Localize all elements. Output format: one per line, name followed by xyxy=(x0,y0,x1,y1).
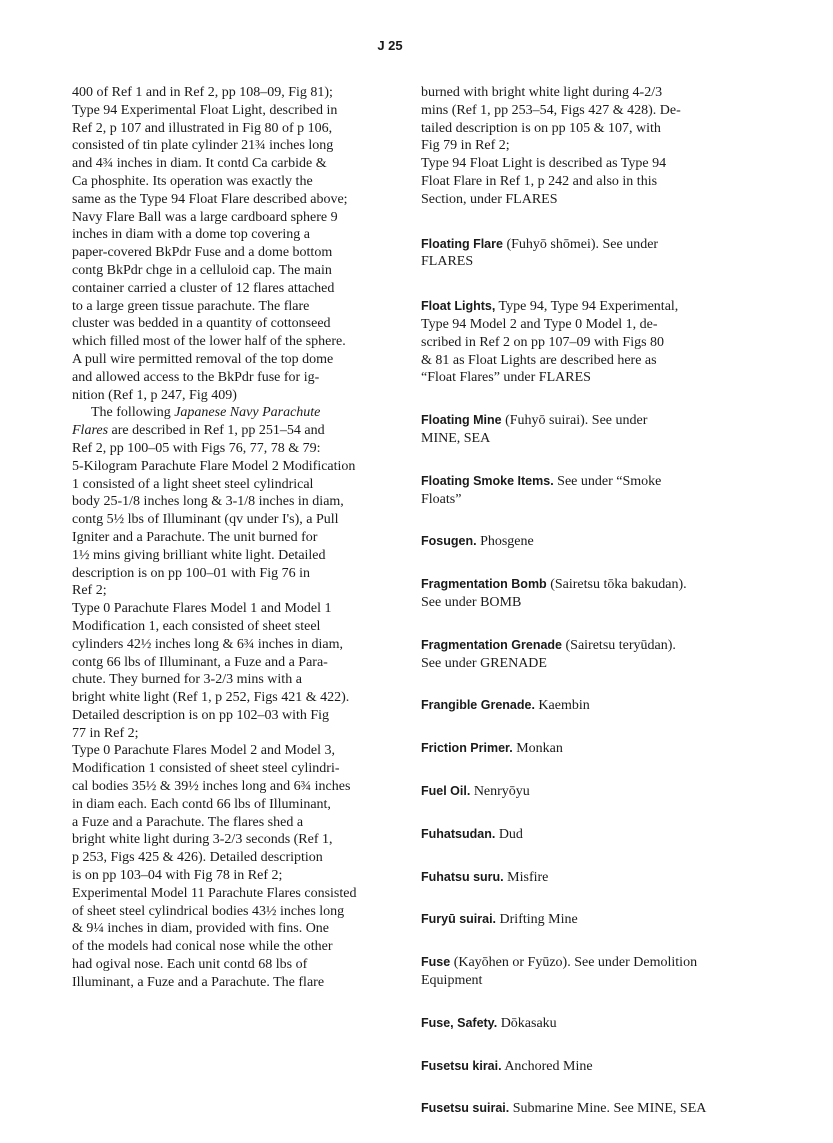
glossary-entry xyxy=(421,412,741,448)
entry-line xyxy=(421,576,741,594)
entry-term: Float Lights, xyxy=(421,299,496,314)
text-line: Ca phosphite. Its operation was exactly the xyxy=(72,173,313,189)
text-line: 1½ mins giving brilliant white light. Detailed xyxy=(72,547,326,563)
text-line: description is on pp 100–01 with Fig 76 in xyxy=(72,565,310,581)
entry-text: scribed in Ref 2 on pp 107–09 with Figs 80 xyxy=(421,334,665,350)
entry-line xyxy=(421,783,741,801)
entry-term: Fuel Oil. xyxy=(421,783,471,798)
entry-line xyxy=(421,430,741,448)
entry-line xyxy=(421,637,741,655)
text-line: tailed description is on pp 105 & 107, with xyxy=(421,120,661,136)
intro-prefix: The following xyxy=(91,405,175,421)
text-line: contg BkPdr chge in a celluloid cap. The main xyxy=(72,262,332,278)
entry-term: Floating Smoke Items. xyxy=(421,473,554,488)
text-line: in diam each. Each contd 66 lbs of Illuminant, xyxy=(72,796,331,812)
glossary-entry xyxy=(421,911,741,929)
text-line: had ogival nose. Each unit contd 68 lbs of xyxy=(72,957,308,973)
entry-term: Frangible Grenade. xyxy=(421,698,535,713)
entry-line xyxy=(421,236,741,254)
text-line: nition (Ref 1, p 247, Fig 409) xyxy=(72,387,237,403)
text-line: a Fuze and a Parachute. The flares shed a xyxy=(72,814,304,830)
text-line: burned with bright white light during 4-2/3 xyxy=(421,85,663,100)
text-line: to a large green tissue parachute. The flare xyxy=(72,298,310,314)
entry-line xyxy=(421,1015,741,1033)
text-line: and 4¾ inches in diam. It contd Ca carbide & xyxy=(72,156,327,172)
left-paragraph-1 xyxy=(72,84,392,404)
text-line: Type 94 Float Light is described as Type 94 xyxy=(421,156,667,172)
entry-text: Type 94 Model 2 and Type 0 Model 1, de- xyxy=(421,316,658,332)
text-line: 77 in Ref 2; xyxy=(72,725,139,741)
glossary-entry xyxy=(421,473,741,509)
text-line: A pull wire permitted removal of the top dome xyxy=(72,351,334,367)
entry-term: Fuhatsudan. xyxy=(421,826,496,841)
text-line: & 9¼ inches in diam, provided with fins. One xyxy=(72,921,330,937)
entry-line xyxy=(421,1100,741,1118)
entry-text: (Fuhyō shōmei). See under xyxy=(502,236,659,252)
text-line: Type 0 Parachute Flares Model 2 and Model 3, xyxy=(72,743,336,759)
text-line: same as the Type 94 Float Flare described above; xyxy=(72,191,348,207)
entry-term: Floating Flare xyxy=(421,236,503,251)
entry-line xyxy=(421,412,741,430)
text-line: 1 consisted of a light sheet steel cylindrical xyxy=(72,476,314,492)
entry-line xyxy=(421,972,741,990)
text-line: Illuminant, a Fuze and a Parachute. The flare xyxy=(72,974,325,990)
text-line: mins (Ref 1, pp 253–54, Figs 427 & 428). De- xyxy=(421,102,681,118)
entry-text: Dud xyxy=(495,826,523,842)
entry-term: Fuse xyxy=(421,955,451,970)
glossary-entry xyxy=(421,783,741,801)
entry-term: Floating Mine xyxy=(421,413,502,428)
entry-text: (Sairetsu teryūdan). xyxy=(562,637,676,653)
entry-text: Anchored Mine xyxy=(501,1058,593,1074)
text-line: Fig 79 in Ref 2; xyxy=(421,138,510,154)
entry-text: & 81 as Float Lights are described here as xyxy=(421,352,657,368)
text-line: of the models had conical nose while the other xyxy=(72,939,333,955)
left-paragraph-2 xyxy=(72,440,392,992)
text-line: Type 94 Experimental Float Light, described in xyxy=(72,102,338,118)
intro-italic: Flares xyxy=(72,423,109,439)
intro-line xyxy=(72,404,392,422)
continuation-block xyxy=(421,84,741,209)
text-line: body 25-1/8 inches long & 3-1/8 inches in diam, xyxy=(72,494,344,510)
entry-term: Friction Primer. xyxy=(421,741,513,756)
glossary-entry xyxy=(421,1058,741,1076)
entry-text: Misfire xyxy=(503,869,549,885)
entry-text: Drifting Mine xyxy=(496,912,578,928)
text-line: paper-covered BkPdr Fuse and a dome bottom xyxy=(72,245,333,261)
text-line: consisted of tin plate cylinder 21¾ inches long xyxy=(72,138,334,154)
entry-line xyxy=(421,1058,741,1076)
entry-text: Floats” xyxy=(421,491,462,507)
entry-line xyxy=(421,352,741,370)
entry-text: Phosgene xyxy=(476,534,534,550)
text-line: cal bodies 35½ & 39½ inches long and 6¾ inches xyxy=(72,779,351,795)
text-line: bright white light (Ref 1, p 252, Figs 421 & 422). xyxy=(72,690,350,706)
intro-line-2 xyxy=(72,422,392,440)
entry-line xyxy=(421,491,741,509)
glossary-entry xyxy=(421,740,741,758)
text-line: Detailed description is on pp 102–03 with Fig xyxy=(72,707,330,723)
text-line: contg 66 lbs of Illuminant, a Fuze and a Para- xyxy=(72,654,328,670)
text-line: container carried a cluster of 12 flares attached xyxy=(72,280,335,296)
glossary-entry xyxy=(421,1100,741,1118)
entry-term: Fusetsu suirai. xyxy=(421,1101,510,1116)
text-line: Ref 2, pp 100–05 with Figs 76, 77, 78 & 79: xyxy=(72,440,321,456)
entry-text: Nenryōyu xyxy=(470,783,530,799)
text-line: Igniter and a Parachute. The unit burned for xyxy=(72,529,318,545)
entry-line xyxy=(421,533,741,551)
entry-line xyxy=(421,298,741,316)
text-line: Section, under FLARES xyxy=(421,191,558,207)
text-line: Type 0 Parachute Flares Model 1 and Model 1 xyxy=(72,601,332,617)
text-line: contg 5½ lbs of Illuminant (qv under I's), a Pull xyxy=(72,512,339,528)
text-line: Float Flare in Ref 1, p 242 and also in this xyxy=(421,173,658,189)
text-line: Experimental Model 11 Parachute Flares consisted xyxy=(72,885,357,901)
left-column xyxy=(72,84,392,992)
text-line: bright white light during 3-2/3 seconds (Ref 1, xyxy=(72,832,333,848)
text-line: which filled most of the lower half of the sphere. xyxy=(72,334,346,350)
entry-text: Kaembin xyxy=(534,698,590,714)
text-line: Modification 1, each consisted of sheet steel xyxy=(72,618,321,634)
entry-text: (Sairetsu tōka bakudan). xyxy=(546,577,687,593)
right-column xyxy=(421,84,741,1143)
entry-term: Fusetsu kirai. xyxy=(421,1058,502,1073)
glossary-entry xyxy=(421,1015,741,1033)
text-line: chute. They burned for 3-2/3 mins with a xyxy=(72,672,302,688)
text-line: cluster was bedded in a quantity of cottonseed xyxy=(72,316,331,332)
entry-text: Dōkasaku xyxy=(497,1015,557,1031)
glossary-entry xyxy=(421,236,741,272)
entry-text: See under BOMB xyxy=(421,594,522,610)
entry-text: FLARES xyxy=(421,254,474,270)
entry-term: Fuhatsu suru. xyxy=(421,869,504,884)
glossary-entry xyxy=(421,697,741,715)
text-line: Modification 1 consisted of sheet steel cylindri- xyxy=(72,761,340,777)
text-line: is on pp 103–04 with Fig 78 in Ref 2; xyxy=(72,868,283,884)
entry-line xyxy=(421,655,741,673)
entry-line xyxy=(421,954,741,972)
entry-line xyxy=(421,594,741,612)
intro-italic: Japanese Navy Parachute xyxy=(174,405,321,421)
entry-line xyxy=(421,473,741,491)
text-line: inches in diam with a dome top covering a xyxy=(72,227,310,243)
page-number: J 25 xyxy=(377,38,403,53)
entry-line xyxy=(421,869,741,887)
entry-term: Fuse, Safety. xyxy=(421,1015,498,1030)
glossary-entry xyxy=(421,576,741,612)
entry-term: Fragmentation Bomb xyxy=(421,577,547,592)
entry-line xyxy=(421,826,741,844)
intro-suffix: are described in Ref 1, pp 251–54 and xyxy=(108,423,325,439)
entry-line xyxy=(421,369,741,387)
entry-term: Furyū suirai. xyxy=(421,912,497,927)
glossary-entry xyxy=(421,533,741,551)
text-line: Ref 2; xyxy=(72,583,107,599)
text-line: cylinders 42½ inches long & 6¾ inches in diam, xyxy=(72,636,344,652)
entry-text: See under GRENADE xyxy=(421,655,547,671)
entry-line xyxy=(421,316,741,334)
text-line: p 253, Figs 425 & 426). Detailed description xyxy=(72,850,323,866)
text-line: of sheet steel cylindrical bodies 43½ inches long xyxy=(72,903,345,919)
text-line: 5-Kilogram Parachute Flare Model 2 Modification xyxy=(72,458,356,474)
glossary-entry xyxy=(421,298,741,387)
text-line: and allowed access to the BkPdr fuse for ig- xyxy=(72,369,320,385)
text-line: 400 of Ref 1 and in Ref 2, pp 108–09, Fig 81); xyxy=(72,85,333,100)
entry-line xyxy=(421,697,741,715)
glossary-entries xyxy=(421,236,741,1119)
text-line: Navy Flare Ball was a large cardboard sphere 9 xyxy=(72,209,338,225)
entry-text: Equipment xyxy=(421,972,483,988)
entry-line xyxy=(421,334,741,352)
entry-text: Monkan xyxy=(512,741,563,757)
glossary-entry xyxy=(421,954,741,990)
entry-text: (Kayōhen or Fyūzo). See under Demolition xyxy=(450,955,698,971)
entry-term: Fragmentation Grenade xyxy=(421,637,562,652)
entry-line xyxy=(421,911,741,929)
text-line: Ref 2, p 107 and illustrated in Fig 80 of p 106, xyxy=(72,120,333,136)
entry-term: Fosugen. xyxy=(421,534,477,549)
entry-text: Submarine Mine. See MINE, SEA xyxy=(509,1101,707,1117)
entry-line xyxy=(421,253,741,271)
entry-text: “Float Flares” under FLARES xyxy=(421,370,591,386)
entry-text: Type 94, Type 94 Experimental, xyxy=(495,299,679,315)
entry-text: See under “Smoke xyxy=(553,473,662,489)
glossary-entry xyxy=(421,637,741,673)
glossary-entry xyxy=(421,826,741,844)
entry-line xyxy=(421,740,741,758)
entry-text: (Fuhyō suirai). See under xyxy=(501,413,648,429)
entry-text: MINE, SEA xyxy=(421,430,491,446)
glossary-entry xyxy=(421,869,741,887)
